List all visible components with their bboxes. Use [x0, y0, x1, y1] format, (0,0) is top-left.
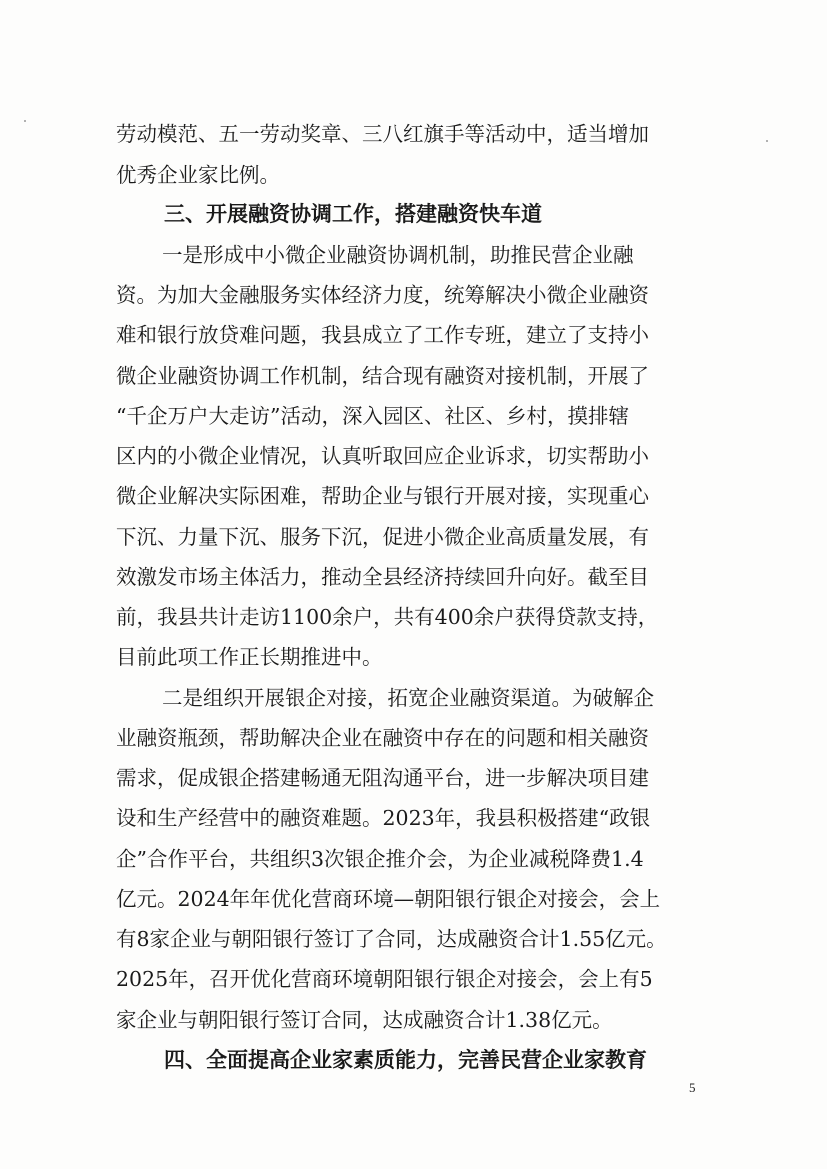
scan-speck [24, 120, 26, 122]
body-line: 家企业与朝阳银行签订合同，达成融资合计1.38亿元。 [116, 1008, 613, 1032]
body-line: 优秀企业家比例。 [116, 163, 280, 187]
section-heading: 三、开展融资协调工作，搭建融资快车道 [164, 202, 542, 226]
section-heading: 四、全面提高企业家素质能力，完善民营企业家教育 [164, 1048, 647, 1072]
body-line: 2025年，召开优化营商环境朝阳银行银企对接会，会上有5 [116, 967, 653, 991]
paragraph-first-line: 一是形成中小微企业融资协调机制，助推民营企业融 [162, 243, 634, 267]
body-line: 微企业解决实际困难，帮助企业与银行开展对接，实现重心 [116, 484, 649, 508]
body-line: 前，我县共计走访1100余户，共有400余户获得贷款支持， [116, 605, 659, 629]
body-line: 劳动模范、五一劳动奖章、三八红旗手等活动中，适当增加 [116, 122, 649, 146]
body-line: 难和银行放贷难问题，我县成立了工作专班，建立了支持小 [116, 323, 649, 347]
body-line: 效激发市场主体活力，推动全县经济持续回升向好。截至目 [116, 565, 649, 589]
body-line: 业融资瓶颈，帮助解决企业在融资中存在的问题和相关融资 [116, 726, 649, 750]
body-line: 亿元。2024年年优化营商环境—朝阳银行银企对接会，会上 [116, 887, 661, 911]
body-line: 企”合作平台，共组织3次银企推介会，为企业减税降费1.4 [116, 847, 644, 871]
body-line: 区内的小微企业情况，认真听取回应企业诉求，切实帮助小 [116, 444, 649, 468]
paragraph-first-line: 二是组织开展银企对接，拓宽企业融资渠道。为破解企 [162, 686, 654, 710]
body-line: 目前此项工作正长期推进中。 [116, 645, 383, 669]
body-line: 下沉、力量下沉、服务下沉，促进小微企业高质量发展，有 [116, 525, 649, 549]
scan-speck [766, 140, 768, 142]
body-line: 微企业融资协调工作机制，结合现有融资对接机制，开展了 [116, 364, 649, 388]
page-number: 5 [689, 1080, 696, 1095]
body-line: 需求，促成银企搭建畅通无阻沟通平台，进一步解决项目建 [116, 766, 649, 790]
body-line: 有8家企业与朝阳银行签订了合同，达成融资合计1.55亿元。 [116, 927, 667, 951]
body-line: “千企万户大走访”活动，深入园区、社区、乡村，摸排辖 [116, 404, 629, 428]
body-line: 资。为加大金融服务实体经济力度，统筹解决小微企业融资 [116, 283, 649, 307]
body-line: 设和生产经营中的融资难题。2023年，我县积极搭建“政银 [116, 806, 651, 830]
